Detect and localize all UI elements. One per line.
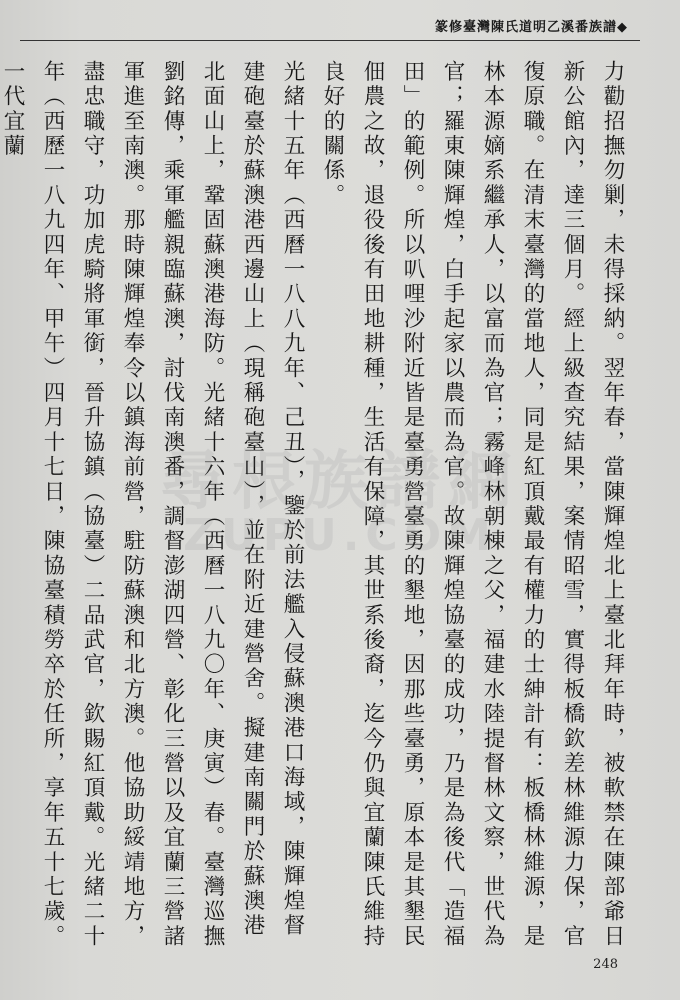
watermark-text: 尋根族譜網 <box>160 445 520 519</box>
vertical-text-body <box>0 60 632 950</box>
header-rule <box>20 40 640 41</box>
running-header-title: 篆修臺灣陳氏道明乙溪番族譜◆ <box>435 20 628 35</box>
paragraph: 力勸招撫勿剿，未得採納。翌年春，當陳輝煌北上臺北拜年時，被軟禁在陳部爺日新公館內，達三個月。經上級查究結果，案情昭雪，實得板橋欽差林維源力保，官復原職。在清末臺灣的當地人，同是紅頂戴最有權力的士紳計有：板橋林維源，是林本源嫡系繼承人，以富而為官；霧峰林朝棟之父，福建水陸提督林文察，世代為官；羅東陳輝煌，白手起家以農而為官。故陳輝煌協臺的成功，乃是為後代「造福田」的範例。所以叭哩沙附近皆是臺勇營臺勇的墾地，因那些臺勇，原本是其墾民佃農之故，退役後有田地耕種，生活有保障，其世系後裔，迄今仍與宜蘭陳氏維持良好的關係。 <box>320 60 625 950</box>
paragraph: 光緒十五年（西曆一八八九年、己丑），鑒於前法艦入侵蘇澳港口海域，陳輝煌督建砲臺於蘇澳港西邊山上（現稱砲臺山），並在附近建營舍。擬建南關門於蘇澳港北面山上，鞏固蘇澳港海防。光緒十六年（西曆一八九〇年、庚寅）春。臺灣巡撫劉銘傳，乘軍艦親臨蘇澳，討伐南澳番，調督澎湖四營、彰化三營以及宜蘭三營諸軍進至南澳。那時陳輝煌奉令以鎮海前營，駐防蘇澳和北方澳。他協助綏靖地方，盡忠職守，功加虎騎將軍銜，晉升協鎮（協臺）二品武官，欽賜紅頂戴。光緒二十年（西歷一八九四年、甲午）四月十七日，陳協臺積勞卒於任所，享年五十七歲。一代宜蘭 <box>0 60 305 950</box>
watermark-url: ZUPU.COM <box>183 510 497 561</box>
page-number: 248 <box>593 957 618 972</box>
